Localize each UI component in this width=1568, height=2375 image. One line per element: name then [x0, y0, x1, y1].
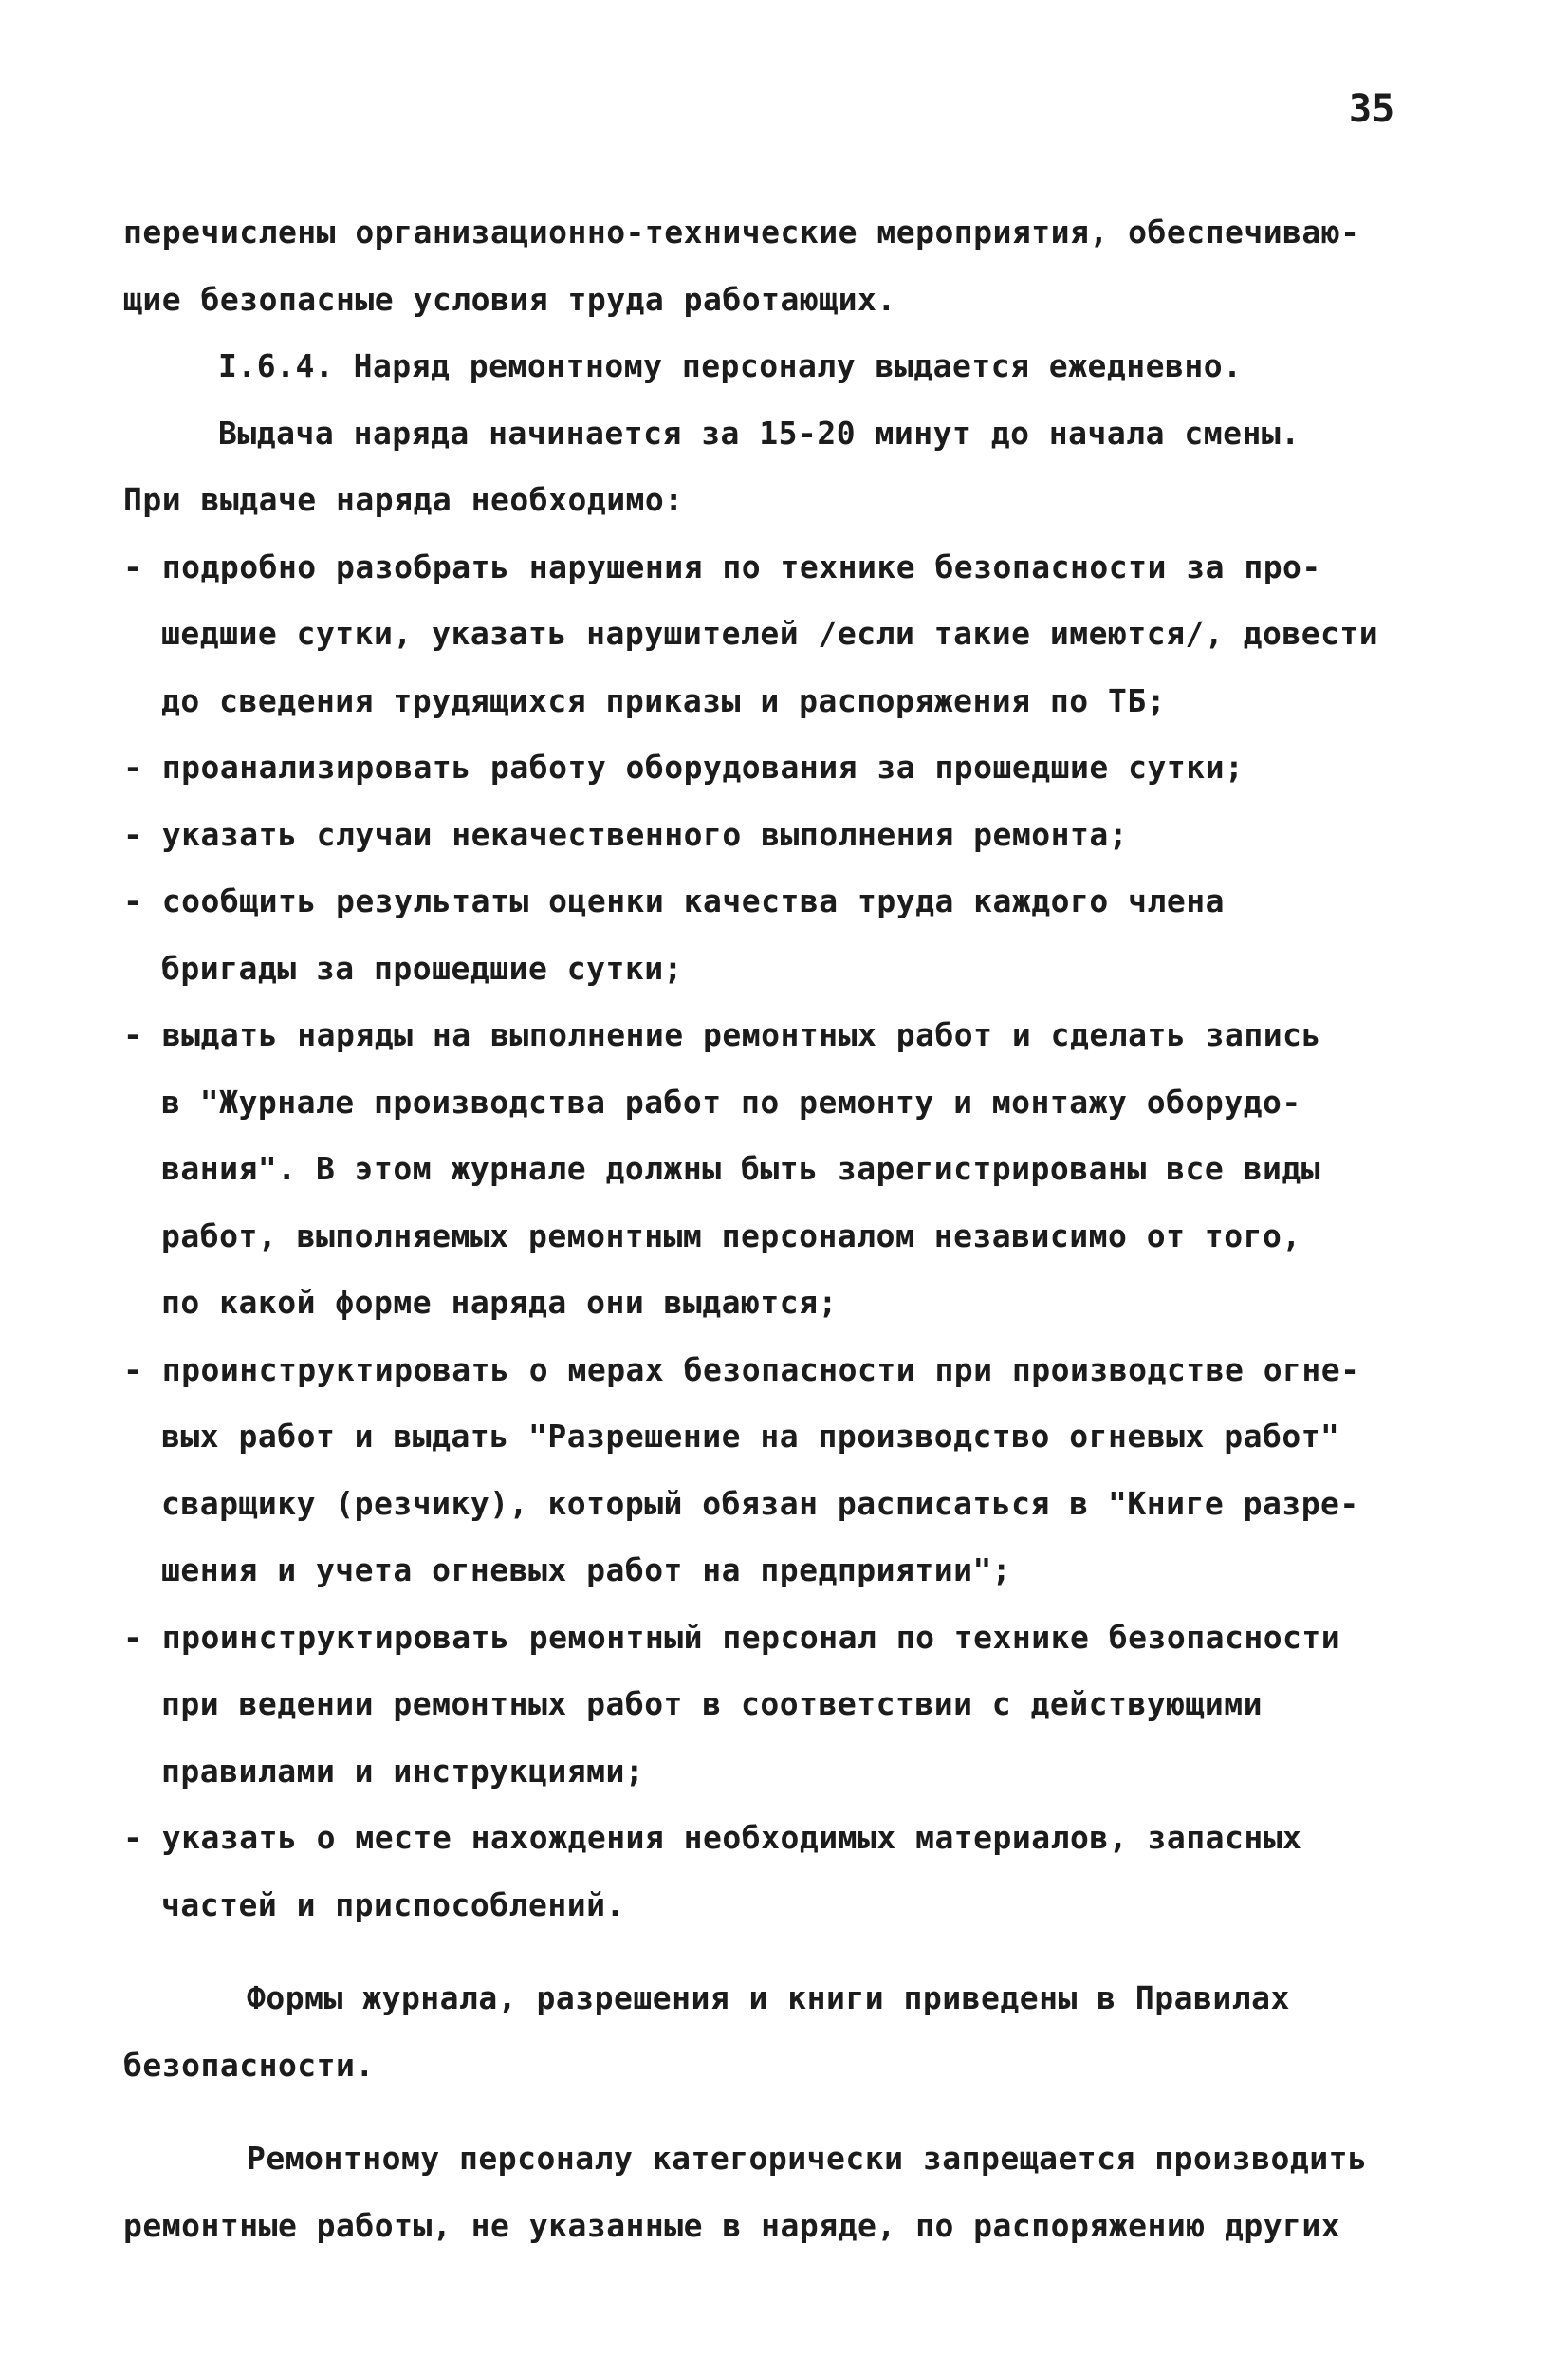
list-item-continuation: вых работ и выдать "Разрешение на производство огневых работ" — [161, 1418, 1340, 1455]
list-item: - проинструктировать ремонтный персонал по технике безопасности — [123, 1618, 1341, 1656]
list-item: - указать о месте нахождения необходимых материалов, запасных — [123, 1819, 1302, 1856]
list-item: - проанализировать работу оборудования за прошедшие сутки; — [123, 749, 1245, 786]
list-item: - проинструктировать о мерах безопасности при производстве огне- — [123, 1350, 1360, 1388]
text-line: ремонтные работы, не указанные в наряде, по распоряжению других — [123, 2206, 1341, 2244]
page-number: 35 — [1349, 87, 1395, 131]
list-item: - указать случаи некачественного выполнения ремонта; — [123, 815, 1129, 853]
list-item-continuation: шедшие сутки, указать нарушителей /если такие имеются/, довести — [161, 615, 1379, 652]
text-line: Ремонтному персоналу категорически запрещается производить — [247, 2140, 1368, 2177]
list-item-continuation: работ, выполняемых ремонтным персоналом независимо от того, — [161, 1216, 1301, 1254]
list-item: - подробно разобрать нарушения по технике безопасности за про- — [123, 547, 1321, 585]
text-line: Формы журнала, разрешения и книги приведены в Правилах — [247, 1979, 1290, 2016]
list-item-continuation: по какой форме наряда они выдаются; — [161, 1284, 838, 1321]
text-line: безопасности. — [123, 2046, 375, 2084]
list-item-continuation: при ведении ремонтных работ в соответствии с действующими — [161, 1685, 1263, 1722]
text-line: перечислены организационно-технические мероприятия, обеспечиваю- — [123, 213, 1360, 250]
list-item-continuation: в "Журнале производства работ по ремонту и монтажу оборудо- — [161, 1083, 1301, 1121]
list-item-continuation: вания". В этом журнале должны быть зарегистрированы все виды — [161, 1150, 1321, 1187]
body-text — [123, 199, 1470, 2259]
list-item-continuation: частей и приспособлений. — [161, 1885, 625, 1923]
list-item-continuation: сварщику (резчику), который обязан расписаться в "Книге разре- — [161, 1484, 1359, 1522]
text-line: щие безопасные условия труда работающих. — [123, 280, 896, 318]
section-heading: I.6.4. Наряд ремонтному персоналу выдается ежедневно. — [218, 347, 1243, 384]
text-line: Выдача наряда начинается за 15-20 минут до начала смены. — [218, 414, 1301, 452]
list-item-continuation: шения и учета огневых работ на предприятии"; — [161, 1551, 1012, 1588]
list-item-continuation: бригады за прошедшие сутки; — [161, 949, 683, 987]
text-line: При выдаче наряда необходимо: — [123, 481, 684, 518]
list-item-continuation: до сведения трудящихся приказы и распоряжения по ТБ; — [161, 681, 1167, 719]
list-item-continuation: правилами и инструкциями; — [161, 1752, 645, 1790]
list-item: - выдать наряды на выполнение ремонтных работ и сделать запись — [123, 1016, 1321, 1053]
list-item: - сообщить результаты оценки качества труда каждого члена — [123, 882, 1225, 919]
